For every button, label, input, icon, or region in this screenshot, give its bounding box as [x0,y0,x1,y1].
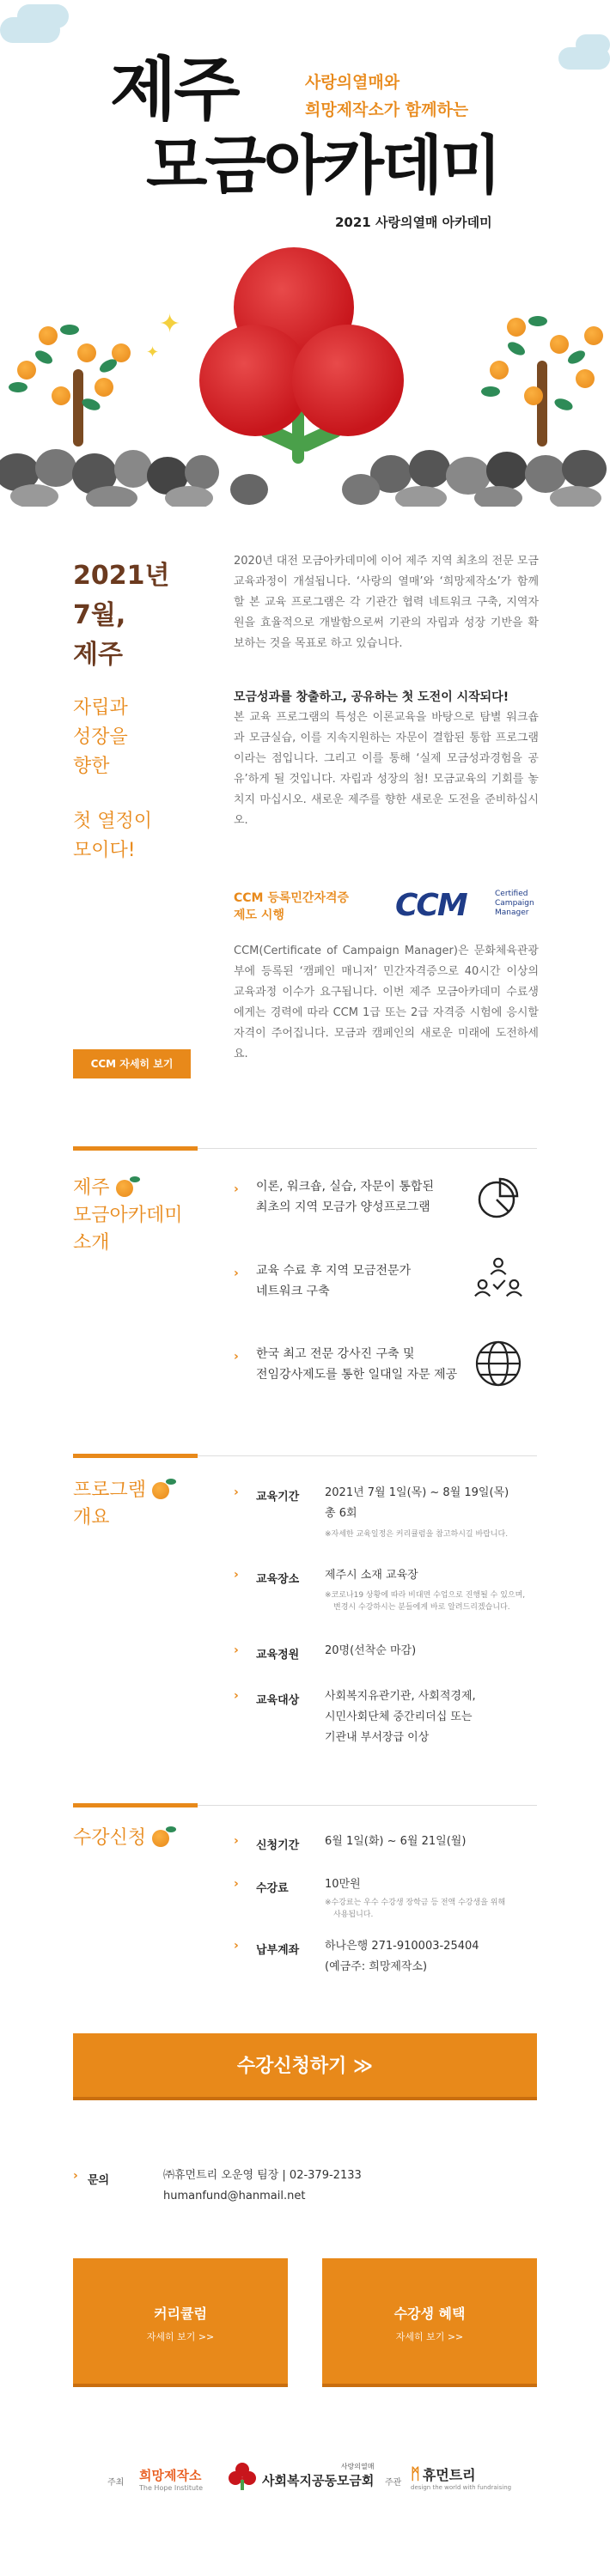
apply-title [73,1825,169,1852]
program-value-line: 기관내 부서장급 이상 [325,1731,430,1744]
hero-title-line2: 모금아카데미 [146,129,499,203]
section-divider-accent [73,1803,198,1807]
ccm-paragraph: CCM(Certificate of Campaign Manager)은 문화체육관광부에 등록된 ‘캠페인 매니저’ 민간자격증으로 40시간 이상의 교육과정 이수가 요구됩니다. 이번 제주 모금아카데미 수료생에게는 경력에 따라 CCM 1급 또는 2급 자격증 시험에 응시할 자격이 주어집니다. 모금과 캠페인의 새로운 미래에 도전하세요. [234,945,539,1060]
chevron-right-icon: › [234,1350,239,1364]
hope-institute-sub: The Hope Institute [139,2484,204,2492]
pie-chart-icon [473,1172,524,1224]
intro-head-line1: 2021년 [73,561,170,591]
intro-bold-line: 모금성과를 창출하고, 공유하는 첫 도전이 시작되다! [234,690,509,704]
chevron-right-icon: › [234,1939,239,1953]
apply-label: 납부계좌 [256,1944,300,1957]
chevron-right-icon: › [234,1877,239,1891]
intro-slogan-line: 모이다! [73,840,136,861]
program-value: 20명(선착순 마감) [325,1644,417,1657]
contact-info [163,2166,362,2207]
humantree-logo [411,2464,511,2491]
apply-label: 수강료 [256,1882,289,1895]
ccm-title-line1: CCM 등록민간자격증 [234,891,350,905]
ccm-title-line2: 제도 시행 [234,908,284,922]
program-value-line: 사회복지유관기관, 사회적경제, [325,1690,476,1703]
benefits-card-button[interactable] [322,2258,537,2387]
berry-logo-icon [228,2461,257,2490]
sparkle-icon: ✦ [159,309,181,339]
apply-value: 10만원 [325,1878,361,1891]
intro-paragraph-1: 2020년 대전 모금아카데미에 이어 제주 지역 최초의 전문 모금교육과정이 개설됩니다. ‘사랑의 열매’와 ‘희망제작소’가 함께 할 본 교육 프로그램은 각 기관간 협력 네트워크 구축, 지역자원을 효율적으로 개발함으로써 기관의 자립과 성장 기반을 확보하는 것을 목표로 하고 있습니다. [234,555,539,650]
intro-head-line2: 7월, [73,600,126,630]
apply-value [325,1936,479,1978]
ccm-logo-caption [495,890,534,918]
humantree-sub: design the world with fundraising [411,2484,512,2491]
berry-icon [292,325,404,436]
orange-icon [152,1482,169,1499]
ccm-logo-caption-line: Certified [495,890,528,898]
section-divider [198,1805,537,1806]
apply-value-line: (예금주: 희망제작소) [325,1960,428,1973]
program-title [73,1477,169,1532]
section-divider [198,1455,537,1456]
globe-icon [473,1338,524,1389]
intro-slogan-line: 자립과 [73,697,128,719]
program-title-line1: 프로그램 [73,1479,147,1501]
about-item-line: 이론, 워크숍, 실습, 자문이 통합된 [256,1180,434,1194]
chevron-right-icon: › [234,1834,239,1848]
humantree-name-row [411,2464,511,2484]
about-item [256,1344,457,1385]
program-note-line: 변경시 수강하시는 분들에게 바로 알려드리겠습니다. [333,1603,510,1612]
chevron-right-icon: › [234,1267,239,1280]
about-item-line: 한국 최고 전문 강사진 구축 및 [256,1347,415,1361]
apply-note-line: 사용됩니다. [333,1911,374,1919]
chevron-right-icon: › [234,1568,239,1582]
program-value-line: 시민사회단체 중간리더십 또는 [325,1710,473,1723]
ccm-logo [395,884,541,927]
cloud-decoration [576,34,610,55]
section-divider-accent [73,1146,198,1151]
section-divider-accent [73,1454,198,1458]
intro-paragraph-2: 본 교육 프로그램의 특성은 이론교육을 바탕으로 탐별 워크숍과 모금실습, 이를 지속지원하는 자문이 결합된 통합 프로그램이라는 점입니다. 그리고 이를 통해 ‘실제 모금성과경험을 공유’하게 될 것입니다. 자립과 성장의 첨! 모금교육의 기회를 놓치지 마십시오. 새로운 제주를 향한 새로운 도전을 준비하십시오. [234,711,539,827]
about-item-line: 최초의 지역 모금가 양성프로그램 [256,1200,430,1214]
section-divider [198,1148,537,1149]
program-value [325,1686,476,1748]
card-title: 커리큘럼 [154,2306,207,2322]
community-chest-top: 사랑의열매 [340,2463,375,2470]
humantree-name: 휴먼트리 [422,2467,476,2483]
hero-subtitle [305,69,468,124]
about-item-line: 전임강사제도를 통한 일대일 자문 제공 [256,1368,458,1382]
hero-year-label: 2021 사랑의열매 아카데미 [335,215,492,230]
apply-now-button[interactable]: 수강신청하기 ≫ [73,2033,537,2100]
program-label: 교육기간 [256,1491,300,1504]
card-title: 수강생 혜택 [393,2306,466,2322]
program-value: 제주시 소재 교육장 [325,1569,418,1582]
community-chest-name: 사회복지공동모금회 [262,2473,375,2488]
humantree-mark-icon: ᛗ [411,2465,420,2483]
apply-note-line: ※수강료는 우수 수강생 장학금 등 전액 수강생을 위해 [325,1899,506,1907]
orange-icon [152,1830,169,1847]
intro-head-line3: 제주 [73,640,123,670]
hero-subtitle-line1: 사랑의열매와 [305,73,400,92]
about-item [256,1261,411,1302]
card-subtitle: 자세히 보기 >> [146,2331,215,2342]
program-note [325,1589,525,1613]
hero-title-line1: 제주 [110,50,238,130]
hope-institute-name: 희망제작소 [139,2468,202,2483]
ccm-logo-mark: CCM [395,888,467,923]
program-value [325,1483,509,1524]
ccm-title [234,890,349,924]
about-title-line3: 소개 [73,1232,110,1254]
community-chest-logo [228,2461,374,2490]
about-item [256,1176,434,1218]
program-value-line: 총 6회 [325,1507,357,1520]
about-item-line: 네트워크 구축 [256,1285,330,1298]
ccm-logo-caption-line: Manager [495,908,529,917]
intro-date-heading [73,556,169,675]
intro-slogan-line: 첫 열정이 [73,811,153,832]
about-title-line2: 모금아카데미 [73,1205,183,1226]
program-label: 교육장소 [256,1573,300,1586]
about-title-line1: 제주 [73,1177,110,1199]
contact-line: ㈜휴먼트리 오운영 팀장 | 02-379-2133 [163,2169,362,2182]
curriculum-card-button[interactable] [73,2258,288,2387]
apply-value-line: 하나은행 271-910003-25404 [325,1940,479,1953]
intro-slogan-line: 성장을 [73,726,128,748]
hope-institute-logo [139,2466,203,2492]
ccm-detail-button[interactable]: CCM 자세히 보기 [73,1049,191,1078]
intro-slogan-2 [73,807,152,866]
card-subtitle: 자세히 보기 >> [395,2331,464,2342]
program-note: ※자세한 교육일정은 커리큘럼을 참고하시길 바랍니다. [325,1530,509,1539]
sparkle-icon: ✦ [146,343,160,361]
apply-note [325,1897,505,1921]
chevron-right-icon: › [234,1182,239,1196]
about-item-line: 교육 수료 후 지역 모금전문가 [256,1264,412,1278]
orange-icon [116,1180,133,1197]
chevron-right-icon: › [234,1485,239,1499]
ccm-logo-caption-line: Campaign [495,899,534,908]
network-people-icon [473,1254,524,1305]
stone-wall-decoration [0,429,610,507]
hero-subtitle-line2: 희망제작소가 함께하는 [305,100,469,119]
host-label: 주최 [107,2478,125,2488]
intro-slogan-line: 향한 [73,756,110,777]
apply-title-text: 수강신청 [73,1827,147,1849]
hero-banner [0,0,610,515]
chevron-right-icon: › [234,1643,239,1657]
apply-label: 신청기간 [256,1839,300,1852]
program-value-line: 2021년 7월 1일(목) ~ 8월 19일(목) [325,1486,509,1499]
organizer-label: 주관 [385,2478,402,2488]
chevron-right-icon: › [73,2169,78,2183]
intro-slogan-1 [73,694,128,781]
program-note-line: ※코로나19 상황에 따라 비대면 수업으로 진행될 수 있으며, [325,1591,526,1600]
contact-label: 문의 [88,2174,110,2187]
program-title-line2: 개요 [73,1507,110,1528]
cloud-decoration [17,4,69,28]
program-label: 교육대상 [256,1694,300,1707]
apply-value: 6월 1일(화) ~ 6월 21일(월) [325,1835,467,1848]
contact-email-link[interactable]: humanfund@hanmail.net [163,2190,306,2202]
program-label: 교육정원 [256,1649,300,1662]
about-title [73,1175,183,1257]
chevron-right-icon: › [234,1689,239,1703]
